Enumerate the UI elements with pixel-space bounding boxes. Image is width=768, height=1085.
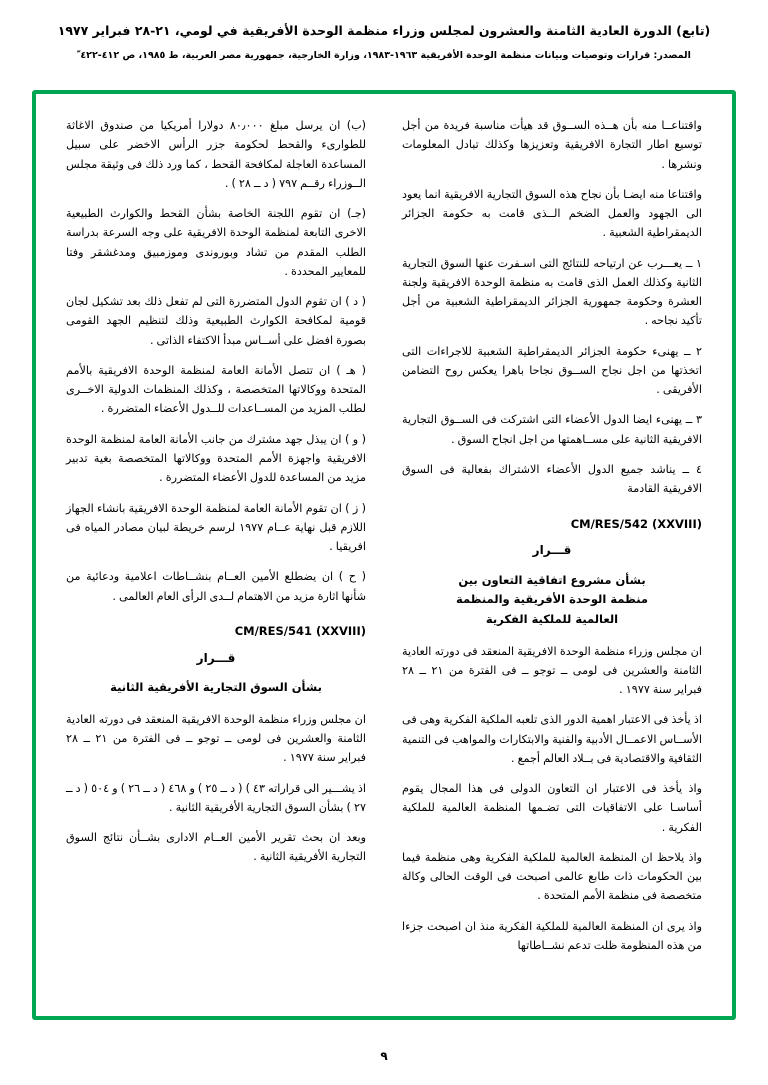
paragraph: (ب) ان يرسل مبلغ ٨٠٫٠٠٠ دولارا أمريكيا من صندوق الاغاثة للطوارىء والقحط لحكومة جزر الرأس الاخضر على سبيل المساعدة العاجلة لمكافحة القحط ، كما ورد ذلك فى وثيقة مجلس الــوزراء رقــم ٧٩٧ ( د ــ ٢٨ ) . [66,119,366,190]
resolution-title: بشأن السوق التجارية الأفريقية الثانية [110,680,322,695]
paragraph: ٣ ــ يهنىء ايضا الدول الأعضاء التى اشتركت فى الســوق التجارية الافريقية الثانية على مســاهمتها من اجل انجاح السوق . [402,413,702,446]
paragraph: ( و ) ان يبذل جهد مشترك من جانب الأمانة العامة لمنظمة الوحدة الافريقية واجهزة الأمم المتحدة ووكالاتها المتخصصة بغية تدبير مزيد من المساعدة للدول الأعضاء المتضررة . [66,432,366,485]
paragraph: ٤ ــ يناشد جميع الدول الأعضاء الاشتراك بفعالية فى السوق الافريقية القادمة [402,462,702,496]
resolution-title-line: بشأن مشروع اتفاقية التعاون بين [458,572,646,587]
content-frame [32,90,736,1020]
resolution-id: CM/RES/542 (XXVIII) [570,516,702,531]
paragraph: (جـ) ان تقوم اللجنة الخاصة بشأن القحط والكوارث الطبيعية الاخرى التابعة لمنظمة الوحدة الافريقية على وجه السرعة بدراسة الطلب المقدم من تشاد وبوروندى وموزمبيق ومدغشقر وفتا للمعايير المحددة . [66,207,366,278]
resolution-title [402,571,702,630]
page-number: ٩ [380,1049,388,1063]
resolution-heading: قـــرار [532,543,572,558]
paragraph: واقتناعــا منه بأن هــذه الســوق قد هيأت مناسبة فريدة من أجل توسيع اطار التجارة الافريقية وتعزيزها وكذلك تبادل المعلومات ونشرها . [402,119,702,171]
paragraph: واذ يرى ان المنظمة العالمية للملكية الفكرية منذ ان اصبحت جزءا من هذه المنظومة ظلت تدعم نشــاطاتها [402,919,702,952]
paragraph: ( د ) ان تقوم الدول المتضررة التى لم تفعل ذلك بعد تشكيل لجان قومية لمكافحة الكوارث الطبيعية وذلك لتنظيم الجهد القومى بصورة افضل على أســاس مبدأ الاكتفاء الذاتى . [66,295,366,347]
two-column-layout [36,94,732,1016]
paragraph: اذ يأخذ فى الاعتبار اهمية الدور الذى تلعبه الملكية الفكرية وهى فى الأســاس الاعمــال الأدبية والفنية والابتكارات والمواهب فى التنمية الثقافية والاقتصادية فى بــلاد العالم أجمع . [402,713,702,765]
paragraph: واقتناعا منه ايضـا بأن نجاح هذه السوق التجارية الافريقية انما يعود الى الجهود والعمل الضخم الــذى قامت به حكومة الجزائر الديمقراطية الشعبية . [402,187,702,240]
resolution-heading: قـــرار [196,650,236,665]
column-right [384,116,706,998]
paragraph: ان مجلس وزراء منظمة الوحدة الافريقية المنعقد فى دورته العادية الثامنة والعشرين فى لومى ــ توجو ــ فى الفترة من ٢١ ــ ٢٨ فبراير سنة ١٩٧٧ . [66,712,366,765]
paragraph: واذ يأخذ فى الاعتبار ان التعاون الدولى فى هذا المجال يقوم أساسـا على الاتفاقيات التى تضـمها المنظمة العالمية للملكية الفكرية . [402,782,702,834]
resolution-title-line: العالمية للملكية الفكرية [485,612,619,626]
paragraph: ان مجلس وزراء منظمة الوحدة الافريقية المنعقد فى دورته العادية الثامنة والعشرين فى لومى ــ توجو ــ فى الفترة من ٢١ ــ ٢٨ فبراير سنة ١٩٧٧ . [402,644,702,697]
paragraph: واذ يلاحظ ان المنظمة العالمية للملكية الفكرية وهى منظمة فيما بين الحكومات ذات طابع عالمى اصبحت فى الوقت الحالى وكالة متخصصة فى منظمة الأمم المتحدة . [402,850,702,903]
paragraph: اذ يشـــير الى قراراته ٤٣ ) ( د ــ ٢٥ ) و ٤٦٨ ( د ــ ٢٦ ) و ٥٠٤ ( د ــ ٢٧ ) بشأن السوق التجارية الأفريقية الثانية . [66,781,366,814]
page-title: (تابع) الدورة العادية الثامنة والعشرون لمجلس وزراء منظمة الوحدة الأفريقية في لومي، ٢١-٢٨ فبراير ١٩٧٧ [57,23,711,38]
resolution-title-line: منظمة الوحدة الأفريقية والمنظمة [455,592,649,607]
paragraph: ( هـ ) ان تتصل الأمانة العامة لمنظمة الوحدة الافريقية بالأمم المتحدة ووكالاتها المتخصصة ، وكذلك المنظمات الدولية الاخــرى لطلب المزيد من المســاعدات للــدول الأعضاء المتضررة . [66,363,366,416]
paragraph: ١ ــ يعـــرب عن ارتياحه للنتائج التى اسـفرت عنها السوق التجارية الثانية وكذلك العمل الذى قامت به منظمة الوحدة الافريقية ولجنة العشرة وحكومة جمهورية الجزائر الديمقراطية الشعبية من أجل تأكيد نجاحه . [402,256,702,328]
paragraph: ٢ ــ يهنىء حكومة الجزائر الديمقراطية الشعبية للاجراءات التى اتخذتها من اجل نجاح الســوق نجاحا باهرا يعكس روح التضامن الأفريقى . [402,344,702,397]
resolution-id: CM/RES/541 (XXVIII) [234,623,366,638]
paragraph: ( ز ) ان تقوم الأمانة العامة لمنظمة الوحدة الافريقية بانشاء الجهاز اللازم قبل نهاية عــام ١٩٧٧ لرسم خريطة لبيان مصادر المياه فى افريقيا . [66,501,366,554]
paragraph: وبعد ان بحث تقرير الأمين العــام الادارى بشــأن نتائج السوق التجارية الأفريقية الثانية . [66,831,366,864]
page-header [0,0,768,69]
column-left [62,116,384,998]
paragraph: ( ح ) ان يضطلع الأمين العــام بنشــاطات اعلامية ودعائية من شأنها اثارة مزيد من الاهتمام لــدى الرأى العام العالمى . [66,570,366,603]
source-line: المصدر: ‪قرارات وتوصيات وبيانات منظمة الوحدة الأفريقية ١٩٦٣-١٩٨٣‬، وزارة الخارجية، جمهورية مصر العربية، ط ١٩٨٥، ص ٤١٢-٤٢٢ ّ [77,49,691,61]
